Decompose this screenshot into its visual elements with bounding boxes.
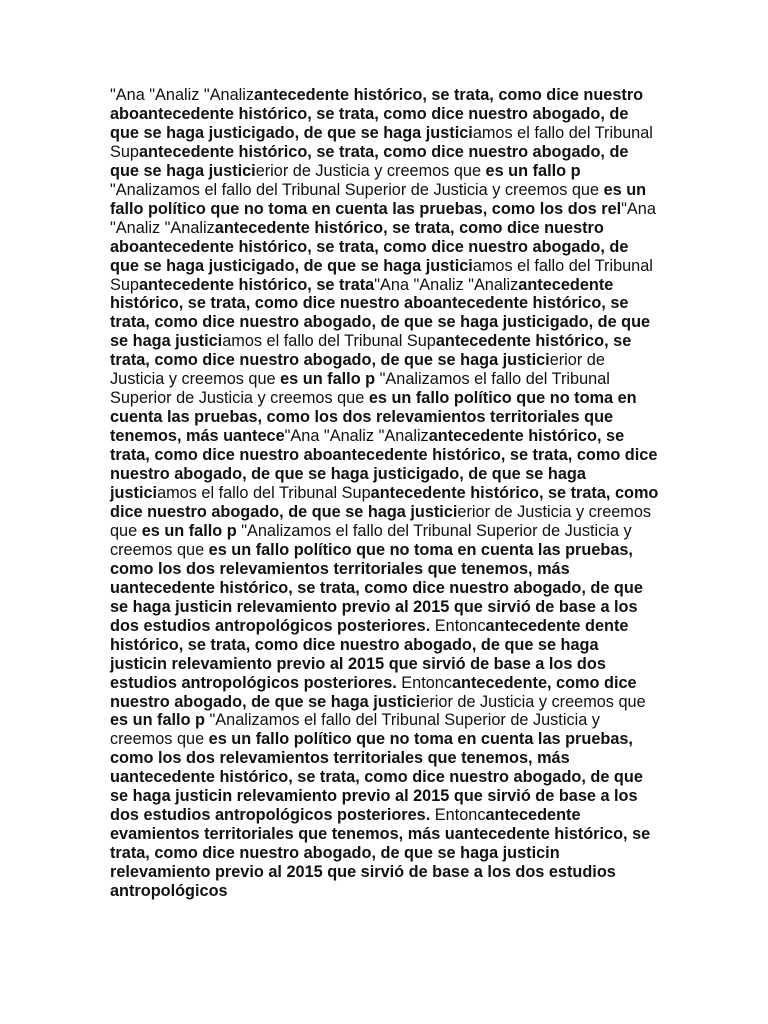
text-run: erior de Justicia y creemos que <box>420 692 646 711</box>
bold-text-run: posteriores. <box>332 806 431 825</box>
bold-text-run: es un fallo p <box>485 161 581 180</box>
document-body <box>110 86 660 901</box>
text-run: Entonc <box>430 616 486 635</box>
text-run: amos el fallo del Tribunal Sup <box>110 123 653 161</box>
bold-text-run: es un fallo político que no toma en cuenta las pruebas, como los dos relevamientos territoriales que tenemos, más uantecedente histórico, se trata, como dice nuestro abogado, de que se haga justicin relevamiento previo al 2015 que sirvió de base a los dos estudios antropológicos <box>110 730 643 825</box>
text-run: "Analizamos el fallo del Tribunal Superior de Justicia y creemos que <box>110 711 600 749</box>
text-run: Entonc <box>430 806 486 825</box>
text-run: "Analizamos el fallo del Tribunal Superior de Justicia y creemos que <box>110 370 610 408</box>
bold-text-run: es un fallo político que no toma en cuenta las pruebas, como los dos rel <box>110 180 647 218</box>
bold-text-run: es un fallo político que no toma en cuenta las pruebas, como los dos relevamientos territoriales que tenemos, más uantece <box>110 389 637 446</box>
bold-text-run: antecedente histórico, se trata, como dice nuestro abogado, de que se haga justici <box>110 142 629 180</box>
text-run: erior de Justicia y creemos que <box>255 161 486 180</box>
text-run: amos el fallo del Tribunal Sup <box>157 484 371 503</box>
text-run: "Analizamos el fallo del Tribunal Superior de Justicia y creemos que <box>110 521 632 559</box>
bold-text-run: antecedente histórico, se trata <box>138 275 375 294</box>
bold-text-run: antecedente histórico, se trata, como dice nuestro aboantecedente histórico, se trata, como dice nuestro abogado, de que se haga justicigado, de que se haga justici <box>110 218 629 275</box>
text-run: erior de Justicia y creemos que <box>110 502 652 540</box>
bold-text-run: antecedente dente histórico, se trata, como dice nuestro abogado, de que se haga justicin relevamiento previo al 2015 que sirvió de base a los dos estudios antropológicos posteriores. <box>110 616 629 692</box>
bold-text-run: es un fallo político que no toma en cuenta las pruebas, como los dos relevamientos territoriales que tenemos, más uantecedente histórico, se trata, como dice nuestro abogado, de que se haga justicin relevamiento previo al 2015 que sirvió de base a los dos estudios antropológicos posteriores. <box>110 540 643 635</box>
text-run: amos el fallo del Tribunal Sup <box>110 256 653 294</box>
bold-text-run: es un fallo p <box>110 711 205 730</box>
text-run: "Ana "Analiz "Analiz <box>284 427 429 446</box>
bold-text-run: antecedente histórico, se trata, como dice nuestro aboantecedente histórico, se trata, como dice nuestro abogado, de que se haga justicigado, de que se haga justici <box>110 275 651 351</box>
bold-text-run: antecedente, como dice nuestro abogado, de que se haga justici <box>110 673 637 711</box>
text-run: erior de Justicia y creemos que <box>110 351 605 389</box>
text-run: "Ana "Analiz "Analiz <box>374 275 519 294</box>
text-run: Entonc <box>396 673 452 692</box>
bold-text-run: antecedente histórico, se trata, como dice nuestro abogado, de que se haga justici <box>110 484 659 521</box>
text-run: amos el fallo del Tribunal Sup <box>222 332 436 351</box>
bold-text-run: es un fallo p <box>141 521 237 540</box>
text-run: "Ana "Analiz "Analiz <box>110 199 656 237</box>
text-run: "Ana "Analiz "Analiz <box>110 86 255 104</box>
bold-text-run: antecedente histórico, se trata, como dice nuestro aboantecedente histórico, se trata, como dice nuestro abogado, de que se haga justicigado, de que se haga justici <box>110 427 658 503</box>
text-run: "Analizamos el fallo del Tribunal Superior de Justicia y creemos que <box>110 180 604 199</box>
bold-text-run: es un fallo p <box>280 370 376 389</box>
bold-text-run: antecedente evamientos territoriales que tenemos, más uantecedente histórico, se trata, como dice nuestro abogado, de que se haga justicin relevamiento previo al 2015 que sirvió de base a los dos estudios antropológicos <box>110 806 651 901</box>
bold-text-run: antecedente histórico, se trata, como dice nuestro aboantecedente histórico, se trata, como dice nuestro abogado, de que se haga justicigado, de que se haga justici <box>110 86 644 142</box>
bold-text-run: antecedente histórico, se trata, como dice nuestro abogado, de que se haga justici <box>110 332 632 370</box>
